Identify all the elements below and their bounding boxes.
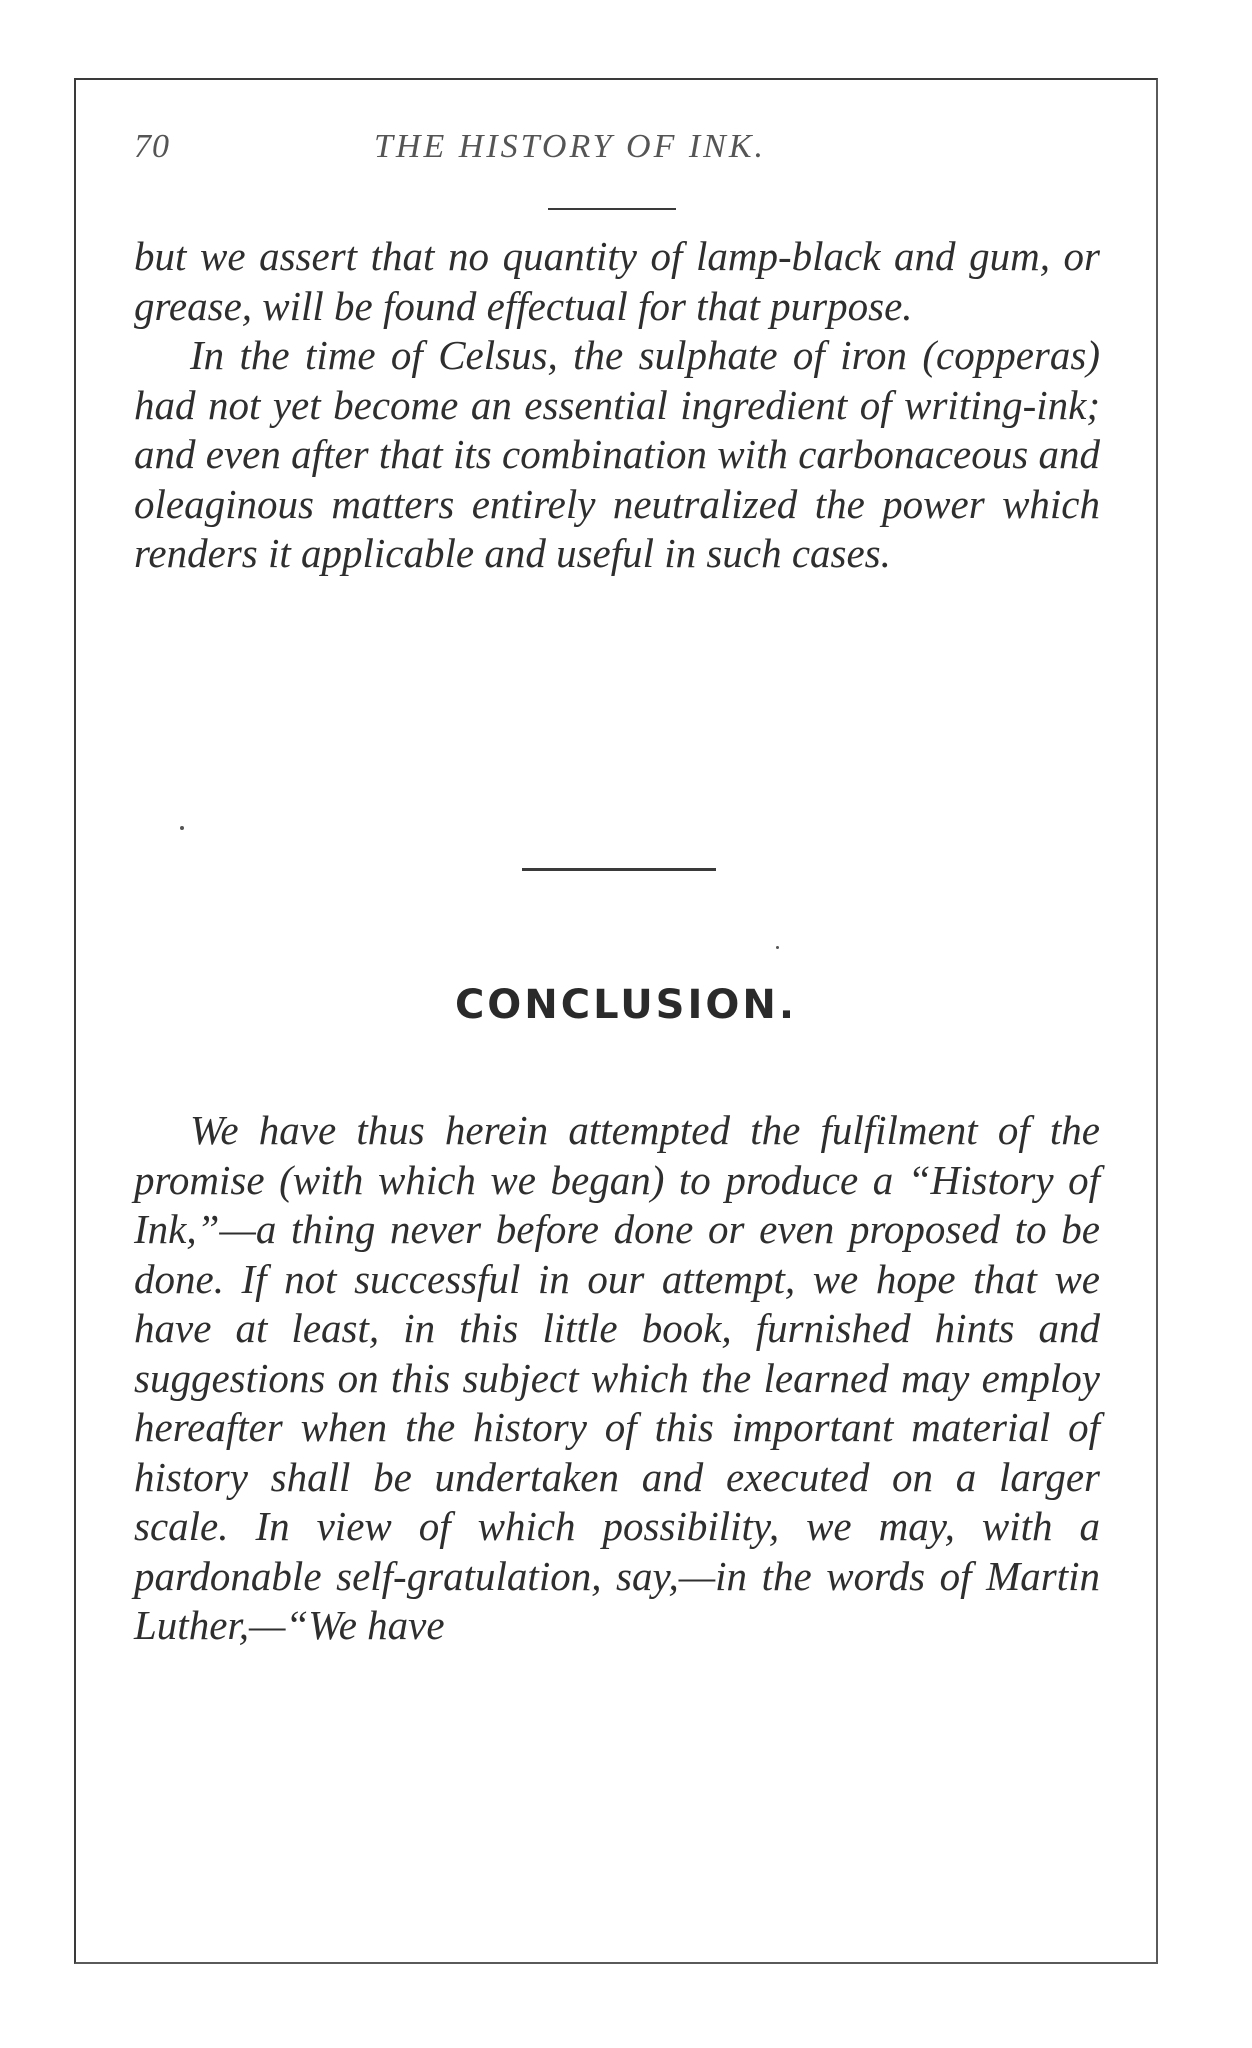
running-title: THE HISTORY OF INK. <box>374 128 767 165</box>
paragraph-continuation: but we assert that no quantity of lamp-black and gum, or grease, will be found effectual for that purpose. <box>134 233 1100 329</box>
section-divider-rule <box>522 868 716 871</box>
print-speck <box>776 946 779 949</box>
conclusion-heading: CONCLUSION. <box>454 982 798 1028</box>
body-text-conclusion <box>134 1106 1100 1651</box>
page-number: 70 <box>134 128 170 165</box>
paragraph-celsus: In the time of Celsus, the sulphate of iron (copperas) had not yet become an essential ingredient of writing-ink; and even after that its combination with carbonaceous and oleaginous matters entirely neutralized the power which renders it applicable and useful in such cases. <box>134 332 1100 576</box>
body-text-section-1 <box>134 232 1100 579</box>
print-speck <box>180 826 184 830</box>
running-head <box>134 128 1154 188</box>
conclusion-paragraph: We have thus herein attempted the fulfilment of the promise (with which we began) to produce a “History of Ink,”—a thing never before done or even proposed to be done. If not successful in our attempt, we hope that we have at least, in this little book, furnished hints and suggestions on this subject which the learned may employ hereafter when the history of this important material of history shall be undertaken and executed on a larger scale. In view of which possibility, we may, with a pardonable self-gratulation, say,—in the words of Martin Luther,—“We have <box>134 1107 1100 1648</box>
header-rule <box>548 208 676 210</box>
